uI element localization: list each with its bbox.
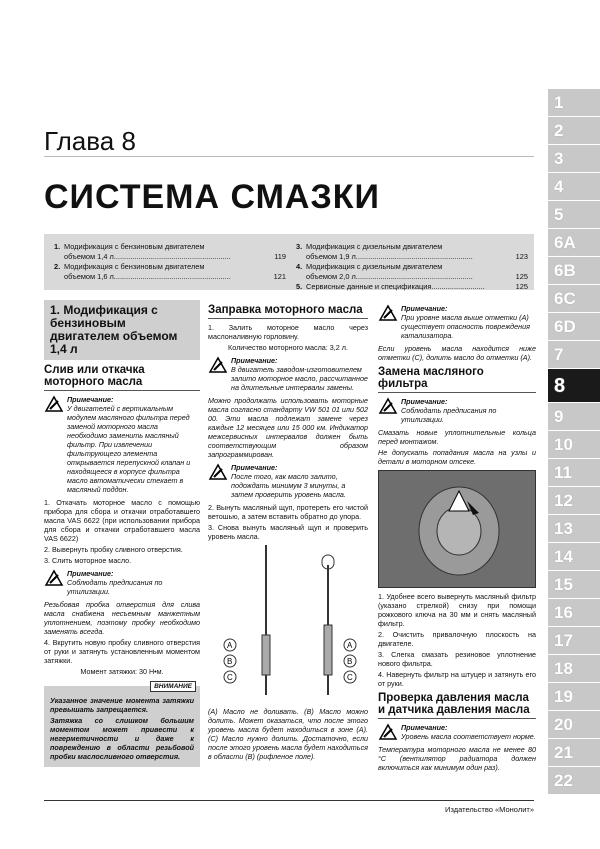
chapter-tab-17[interactable]: 17 (548, 626, 600, 654)
toc-text: Сервисные данные и спецификация.......................... (306, 282, 485, 291)
step: 1. Откачать моторное масло с помощью прибора для сбора и откачки отработавшего масла VAS 6622 (при использовании прибора для сбора и откачки отработавшего масла VAS 6622) (44, 498, 200, 543)
note (208, 356, 368, 392)
toc-text: Модификация с бензиновым двигателем (64, 242, 205, 251)
step: 3. Слить моторное масло. (44, 556, 132, 565)
note (44, 395, 200, 494)
step: 3. Снова вынуть масляный щуп и проверить уровень масла. (208, 523, 368, 541)
note-text: Температура моторного масла не менее 80 °С (вентилятор радиатора должен включиться как минимум один раз). (378, 745, 536, 772)
note-label: Примечание: (231, 356, 278, 365)
chapter-tab-6d[interactable]: 6D (548, 312, 600, 340)
chapter-label: Глава 8 (44, 126, 136, 156)
warning-text: Затяжка со слишком большим моментом может привести к негерметичности и даже к повреждению в области резьбовой пробки маслосливного отверстия. (50, 716, 194, 761)
chapter-tab-13[interactable]: 13 (548, 514, 600, 542)
chapter-tab-21[interactable]: 21 (548, 738, 600, 766)
toc-page (512, 242, 528, 252)
chapter-tab-5[interactable]: 5 (548, 200, 600, 228)
step: 2. Вывернуть пробку сливного отверстия. (44, 545, 183, 554)
subheading-filter: Замена масляного фильтра (378, 366, 536, 393)
footer-rule (44, 800, 534, 801)
step: 3. Слегка смазать резиновое уплотнение нового фильтра. (378, 650, 536, 668)
toc-text: Модификация с бензиновым двигателем (64, 262, 205, 271)
warning-text: Указанное значение момента затяжки превышать запрещается. (50, 696, 194, 714)
toc-number: 5. (296, 282, 303, 291)
dip-label: A (347, 641, 353, 650)
subheading-fill: Заправка моторного масла (208, 304, 368, 319)
dip-label: C (347, 673, 353, 682)
dip-label: A (227, 641, 233, 650)
note-label: Примечание: (67, 395, 114, 404)
pencil-note-icon (208, 463, 228, 481)
toc-number: 2. (54, 262, 61, 271)
chapter-tab-6c[interactable]: 6C (548, 284, 600, 312)
toc-page (270, 242, 286, 252)
toc-text: объемом 1,4 л......................................................... (64, 252, 231, 261)
chapter-tab-14[interactable]: 14 (548, 542, 600, 570)
dipstick-illustration (208, 545, 368, 703)
oil-filter-photo (378, 470, 536, 588)
note-label: Примечание: (67, 569, 114, 578)
step: 2. Вынуть масляный щуп, протереть его чистой ветошью, а затем вставить обратно до упора. (208, 503, 368, 521)
chapter-tab-18[interactable]: 18 (548, 654, 600, 682)
toc-page: 123 (515, 252, 528, 261)
toc-entry (296, 272, 528, 282)
subheading-pressure: Проверка давления масла и датчика давления масла (378, 692, 536, 719)
toc-page: 119 (274, 252, 286, 261)
toc-text: Модификация с дизельным двигателем (306, 242, 443, 251)
note (378, 304, 536, 340)
note-text: В двигатель заводом-изготовителем залито моторное масло, рассчитанное на длительные интервалы замены. (231, 365, 368, 392)
chapter-tab-12[interactable]: 12 (548, 486, 600, 514)
toc-number: 1. (54, 242, 61, 251)
toc-number (54, 272, 64, 282)
note-text: Можно продолжать использовать моторные масла согласно стандарту VW 501 01 или 502 00. Эти масла подлежат замене через каждые 12 месяцев или 15 000 км. Индикатор межсервисных интервалов должен быть соответствующим образом запрограммирован. (208, 396, 368, 459)
toc-entry (296, 252, 528, 262)
toc-entry (296, 282, 528, 292)
toc-text: Модификация с дизельным двигателем (306, 262, 443, 271)
warning-label: ВНИМАНИЕ (150, 681, 196, 692)
step: 4. Вкрутить новую пробку сливного отверстия от руки и затянуть установленным моментом затяжки. (44, 638, 200, 665)
chapter-tab-2[interactable]: 2 (548, 116, 600, 144)
toc-page (512, 262, 528, 272)
toc-number: 3. (296, 242, 303, 251)
chapter-tab-6a[interactable]: 6A (548, 228, 600, 256)
note-label: Примечание: (401, 304, 448, 313)
toc-number (296, 272, 306, 282)
dip-label: B (347, 657, 353, 666)
note-label: Примечание: (401, 397, 448, 406)
toc-left (54, 242, 286, 282)
toc-page: 125 (515, 282, 528, 291)
chapter-tabs (548, 88, 600, 794)
torque-value: Момент затяжки: 30 Н•м. (80, 667, 164, 676)
column-3 (378, 300, 536, 774)
pencil-note-icon (44, 395, 64, 413)
pencil-note-icon (208, 356, 228, 374)
toc-number (54, 252, 64, 262)
dip-label: B (227, 657, 233, 666)
toc-number (296, 252, 306, 262)
note-text: Соблюдать предписания по утилизации. (67, 578, 163, 596)
oil-quantity: Количество моторного масла: 3,2 л. (228, 343, 348, 352)
toc-text: объемом 2,0 л......................................................... (306, 272, 473, 281)
note-label: Примечание: (401, 723, 448, 732)
pencil-note-icon (378, 397, 398, 415)
chapter-tab-7[interactable]: 7 (548, 340, 600, 368)
toc-page: 125 (515, 272, 528, 281)
chapter-tab-6b[interactable]: 6B (548, 256, 600, 284)
chapter-tab-16[interactable]: 16 (548, 598, 600, 626)
step: 2. Очистить привалочную плоскость на двигателе. (378, 630, 536, 648)
toc-entry (296, 242, 528, 252)
chapter-tab-1[interactable]: 1 (548, 88, 600, 116)
oil-filter-image (379, 471, 536, 588)
note (44, 569, 200, 596)
chapter-tab-8[interactable]: 8 (548, 368, 600, 402)
note-text: После того, как масло залито, подождать минимум 3 минуты, а затем проверить уровень масла. (231, 472, 346, 499)
table-of-contents (44, 234, 534, 290)
note-text: Не допускать попадания масла на узлы и детали в моторном отсеке. (378, 448, 536, 466)
step: 4. Навернуть фильтр на штуцер и затянуть его от руки. (378, 670, 536, 688)
toc-entry (54, 252, 286, 262)
chapter-tab-20[interactable]: 20 (548, 710, 600, 738)
note (378, 397, 536, 424)
note (378, 723, 536, 741)
chapter-tab-11[interactable]: 11 (548, 458, 600, 486)
chapter-tab-9[interactable]: 9 (548, 402, 600, 430)
warning-box (44, 683, 200, 767)
pencil-note-icon (378, 723, 398, 741)
publisher: Издательство «Монолит» (445, 805, 534, 814)
toc-entry (296, 262, 528, 272)
column-2 (208, 300, 368, 763)
note-text: Если уровень масла находится ниже отметки (C), долить масло до отметки (A). (378, 344, 536, 362)
note-text: У двигателей с вертикальным модулем масляного фильтра перед заменой моторного масла необходимо заменить масляный фильтр. При извлечении фильтрующего элемента открывается перепускной клапан и находящееся в корпусе фильтра масло автоматически стекает в масляный поддон. (67, 404, 191, 494)
section-heading: 1. Модификация с бензиновым двигателем объемом 1,4 л (44, 300, 200, 360)
dip-label: C (227, 673, 233, 682)
chapter-divider (44, 156, 534, 157)
note (208, 463, 368, 499)
subheading-drain: Слив или откачка моторного масла (44, 364, 200, 391)
toc-entry (54, 262, 286, 272)
pencil-note-icon (378, 304, 398, 322)
note-text: Уровень масла соответствует норме. (401, 732, 536, 741)
step: 1. Залить моторное масло через маслоналивную горловину. (208, 323, 368, 341)
chapter-tab-4[interactable]: 4 (548, 172, 600, 200)
toc-number: 4. (296, 262, 303, 271)
chapter-tab-19[interactable]: 19 (548, 682, 600, 710)
column-1 (44, 300, 200, 767)
figure-caption: (A) Масло не доливать. (B) Масло можно долить. Может оказаться, что после этого уровень масла будет находиться в зоне (A). (C) Масло нужно долить. Достаточно, если после этого уровень масла будет находиться в области (B) (рифленое поле). (208, 707, 368, 761)
note-text: Резьбовая пробка отверстия для слива масла снабжена несъемным манжетным уплотнением, поэтому пробку необходимо заменять всегда. (44, 600, 200, 636)
note-text: Смазать новые уплотнительные кольца перед монтажом. (378, 428, 536, 446)
note-text: При уровне масла выше отметки (A) существует опасность повреждения катализатора. (401, 313, 530, 340)
toc-right (296, 242, 528, 292)
toc-text: объемом 1,6 л......................................................... (64, 272, 231, 281)
page-title: СИСТЕМА СМАЗКИ (44, 178, 380, 216)
step: 1. Удобнее всего вывернуть масляный фильтр (указано стрелкой) снизу при помощи рожкового ключа на 30 мм и снять масляный фильтр. (378, 592, 536, 628)
toc-page: 121 (273, 272, 286, 281)
chapter-tab-22[interactable]: 22 (548, 766, 600, 794)
toc-entry (54, 272, 286, 282)
toc-text: объемом 1,9 л......................................................... (306, 252, 473, 261)
note-text: Соблюдать предписания по утилизации. (401, 406, 497, 424)
chapter-tab-10[interactable]: 10 (548, 430, 600, 458)
toc-entry (54, 242, 286, 252)
toc-page (270, 262, 286, 272)
chapter-tab-3[interactable]: 3 (548, 144, 600, 172)
dipstick-drawing (208, 545, 368, 703)
pencil-note-icon (44, 569, 64, 587)
note-label: Примечание: (231, 463, 278, 472)
chapter-tab-15[interactable]: 15 (548, 570, 600, 598)
